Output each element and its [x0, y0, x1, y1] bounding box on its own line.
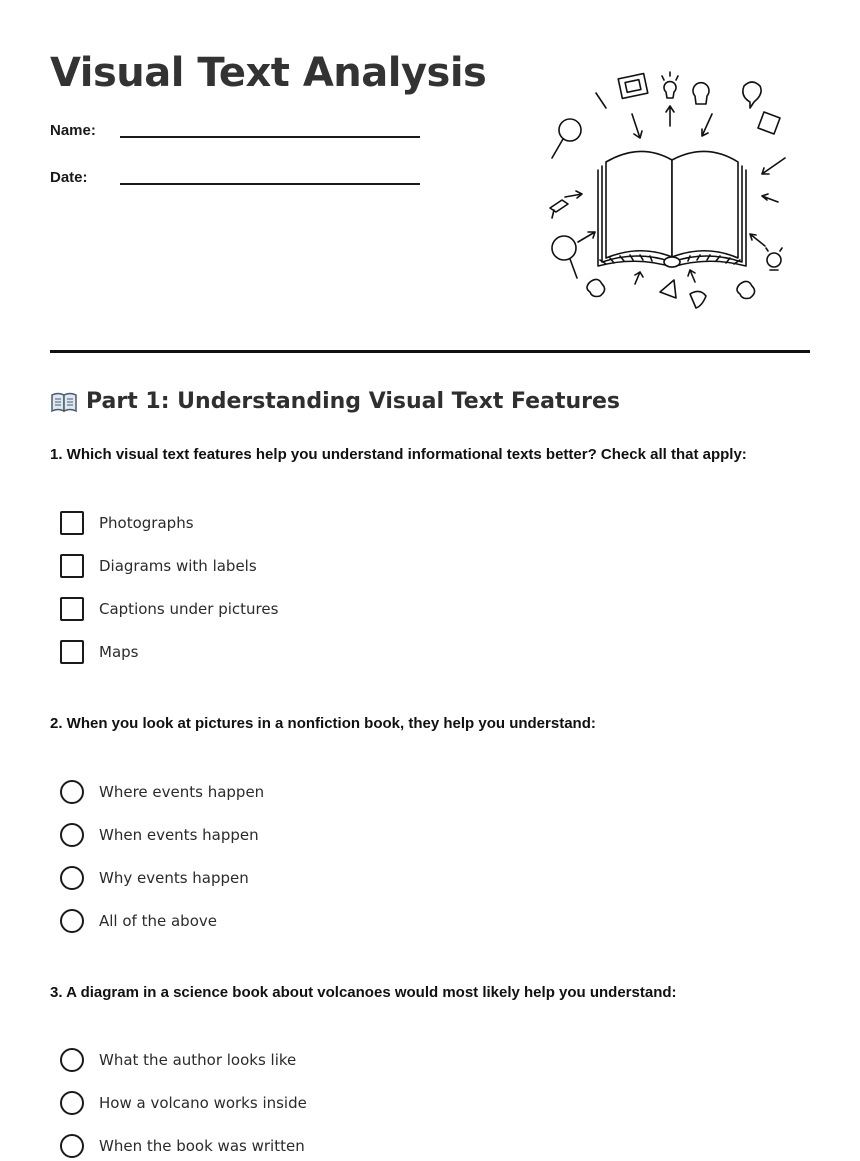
section-divider: [50, 350, 810, 353]
q1-option-maps[interactable]: [60, 639, 138, 665]
q3-option-author[interactable]: [60, 1047, 296, 1073]
option-label: What the author looks like: [99, 1051, 297, 1069]
open-book-emoji-icon: [50, 391, 78, 413]
question-2-text: 2. When you look at pictures in a nonfiction book, they help you understand:: [50, 715, 596, 732]
option-label: Captions under pictures: [99, 600, 279, 618]
page-title: Visual Text Analysis: [50, 50, 487, 96]
q1-option-diagrams[interactable]: [60, 553, 257, 579]
checkbox[interactable]: [60, 554, 84, 578]
part1-title: Part 1: Understanding Visual Text Features: [86, 389, 620, 414]
open-book-icon: [598, 151, 746, 267]
radio-button[interactable]: [60, 909, 84, 933]
date-blank-line[interactable]: [120, 183, 420, 185]
part1-heading: [50, 389, 620, 414]
question-3-text: 3. A diagram in a science book about volcanoes would most likely help you understand:: [50, 984, 677, 1001]
radio-button[interactable]: [60, 780, 84, 804]
option-label: Photographs: [99, 514, 194, 532]
q2-option-where[interactable]: [60, 779, 264, 805]
name-field: [50, 122, 96, 139]
option-label: Maps: [99, 643, 139, 661]
radio-button[interactable]: [60, 1048, 84, 1072]
q2-option-all[interactable]: [60, 908, 217, 934]
q1-option-photographs[interactable]: [60, 510, 194, 536]
option-label: Where events happen: [99, 783, 265, 801]
q2-option-when[interactable]: [60, 822, 259, 848]
radio-button[interactable]: [60, 1134, 84, 1158]
option-label: Why events happen: [99, 869, 249, 887]
option-label: All of the above: [99, 912, 217, 930]
name-blank-line[interactable]: [120, 136, 420, 138]
option-label: How a volcano works inside: [99, 1094, 307, 1112]
date-label: Date:: [50, 169, 88, 186]
q2-option-why[interactable]: [60, 865, 249, 891]
q3-option-written[interactable]: [60, 1133, 305, 1159]
q1-option-captions[interactable]: [60, 596, 278, 622]
question-1-text: 1. Which visual text features help you understand informational texts better? Check all that apply:: [50, 446, 747, 463]
radio-button[interactable]: [60, 823, 84, 847]
radio-button[interactable]: [60, 866, 84, 890]
date-field: [50, 169, 88, 186]
option-label: Diagrams with labels: [99, 557, 257, 575]
radio-button[interactable]: [60, 1091, 84, 1115]
option-label: When events happen: [99, 826, 259, 844]
checkbox[interactable]: [60, 640, 84, 664]
name-label: Name:: [50, 122, 96, 139]
open-book-with-ideas-icon: [540, 62, 800, 320]
option-label: When the book was written: [99, 1137, 305, 1155]
checkbox[interactable]: [60, 597, 84, 621]
q3-option-volcano[interactable]: [60, 1090, 307, 1116]
checkbox[interactable]: [60, 511, 84, 535]
